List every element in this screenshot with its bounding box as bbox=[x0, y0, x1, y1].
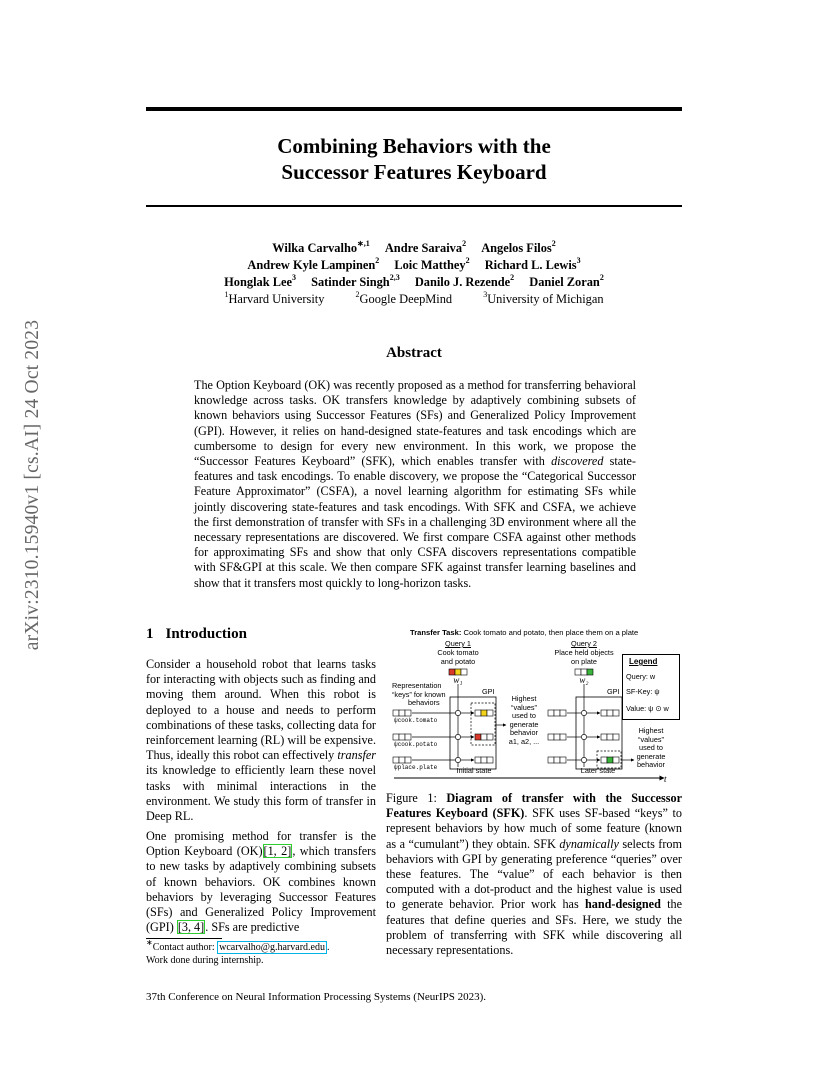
legend-query: Query: w bbox=[626, 672, 656, 681]
title-line-2: Successor Features Keyboard bbox=[281, 160, 547, 184]
email-link[interactable]: wcarvalho@g.harvard.edu bbox=[219, 942, 325, 953]
legend-title: Legend bbox=[629, 657, 658, 666]
representation-keys-label: Representation “keys” for known behaviors bbox=[392, 681, 446, 707]
author-name: Danilo J. Rezende$^2$ bbox=[414, 272, 515, 289]
title-top-rule bbox=[146, 107, 682, 111]
affiliation: $^2$Google DeepMind bbox=[355, 289, 453, 306]
affiliation: $^3$University of Michigan bbox=[483, 289, 604, 306]
query-1-symbol: w₁ bbox=[453, 675, 463, 685]
author-line-3 bbox=[146, 274, 682, 291]
arxiv-id: arXiv:2310.15940v1 [cs.AI] 24 Oct 2023 bbox=[22, 319, 43, 651]
gpi-label-left: GPI bbox=[482, 687, 495, 696]
figure-task-line: Transfer Task: Cook tomato and potato, then place them on a plate bbox=[410, 628, 639, 637]
author-name: Andrew Kyle Lampinen$^2$ bbox=[247, 255, 380, 272]
psi-cook-tomato-label: ψcook.tomato bbox=[394, 717, 438, 724]
query-2-description: Place held objects on plate bbox=[554, 648, 614, 666]
author-name: Angelos Filos$^2$ bbox=[481, 238, 556, 255]
author-name: Daniel Zoran$^2$ bbox=[529, 272, 604, 289]
affiliation-line bbox=[146, 291, 682, 308]
author-line-1 bbox=[146, 240, 682, 257]
highest-values-label-right: Highest “values” used to generate behavior bbox=[636, 726, 666, 769]
citation-link[interactable]: [3, 4] bbox=[177, 920, 205, 935]
footnote-rule bbox=[146, 938, 222, 939]
later-state-label: Later state bbox=[580, 766, 616, 775]
figure-1-diagram bbox=[388, 624, 682, 788]
conference-footer: 37th Conference on Neural Information Processing Systems (NeurIPS 2023). bbox=[146, 991, 487, 1003]
query-2-symbol: w₂ bbox=[579, 675, 589, 685]
right-dot-product-lines bbox=[567, 710, 600, 762]
author-name: Richard L. Lewis$^3$ bbox=[484, 255, 581, 272]
psi-place-plate-label: ψplace.plate bbox=[394, 764, 438, 771]
gpi-label-right: GPI bbox=[607, 687, 620, 696]
affiliation: $^1$Harvard University bbox=[224, 289, 325, 306]
author-block bbox=[146, 240, 682, 308]
intro-paragraph-2: One promising method for transfer is the Option Keyboard (OK)[1, 2], which transfers to new tasks by adaptively combining subsets of known behaviors. OK combines known behaviors by leveraging Successor Features (SFs) and Generalized Policy Improvement (GPI) [3, 4]. SFs are predictive bbox=[146, 829, 376, 935]
author-name: Andre Saraiva$^2$ bbox=[384, 238, 467, 255]
right-sf-keys bbox=[548, 710, 566, 763]
author-line-2 bbox=[146, 257, 682, 274]
author-name: Honglak Lee$^3$ bbox=[224, 272, 296, 289]
figure-1-caption: Figure 1: Diagram of transfer with the Successor Features Keyboard (SFK). SFK uses SF-based “keys” to represent behaviors by how much of some feature (known as a “cumulant”) they obtain. SFK dynamically selects from behaviors with GPI by generating preference “queries” over these features. The “value” of each behavior is then computed with a dot-product and the highest value is used to generate behavior. Prior work has hand-designed the features that define queries and SFs. Here, we study the problem of transferring with SFK while discovering all necessary representations. bbox=[386, 791, 683, 958]
title-line-1: Combining Behaviors with the bbox=[277, 134, 551, 158]
highest-values-label-middle: Highest “values” used to generate behavior a1, a2, ... bbox=[508, 694, 540, 746]
initial-state-label: Initial state bbox=[456, 766, 492, 775]
author-name: Wilka Carvalho$^{∗,1}$ bbox=[272, 238, 370, 255]
legend-sf-key: SF-Key: ψ bbox=[626, 687, 660, 696]
legend-value: Value: ψ ⊙ w bbox=[626, 704, 669, 713]
psi-cook-potato-label: ψcook.potato bbox=[394, 741, 438, 748]
figure-legend bbox=[622, 654, 680, 720]
query-2-label: Query 2 bbox=[571, 639, 597, 648]
intro-paragraph-1: Consider a household robot that learns tasks for interacting with objects such as finding and moving them around. When this robot is deployed to a house and needs to perform combinations of these tasks, collecting data for reinforcement learning (RL) will be expensive. Thus, ideally this robot can effectively transfer its knowledge to efficiently learn these novel tasks with minimal interactions in the environment. We study this form of transfer in Deep RL. bbox=[146, 657, 376, 824]
section-heading-introduction: 1 Introduction bbox=[146, 626, 247, 642]
footnote: ∗Contact author: wcarvalho@g.harvard.edu . Work done during internship. bbox=[146, 937, 330, 966]
time-axis-label: t bbox=[664, 774, 667, 784]
right-values bbox=[601, 710, 619, 763]
title-bottom-rule bbox=[146, 205, 682, 207]
paper-title bbox=[146, 133, 682, 185]
author-name: Loic Matthey$^2$ bbox=[394, 255, 470, 272]
abstract-text: The Option Keyboard (OK) was recently proposed as a method for transferring behavioral knowledge across tasks. OK transfers knowledge by adaptively combining subsets of known behaviors using Successor Features (SFs) and Generalized Policy Improvement (GPI). However, it relies on hand-designed state-features and task encodings which are cumbersome to design for every new environment. In this work, we propose the “Successor Features Keyboard” (SFK), which enables transfer with discovered state-features and task encodings. To enable discovery, we propose the “Categorical Successor Feature Approximator” (CSFA), a novel learning algorithm for estimating SFs while jointly discovering state-features and task encodings. With SFK and CSFA, we achieve the first demonstration of transfer with SFs in a challenging 3D environment where all the necessary representations are discovered. We first compare CSFA against other methods for approximating SFs and show that only CSFA discovers representations compatible with SF&GPI at this scale. We then compare SFK against transfer learning baselines and show that it transfers most quickly to long-horizon tasks. bbox=[194, 378, 636, 590]
citation-link[interactable]: [1, 2] bbox=[263, 844, 292, 859]
arxiv-sidebar-stamp bbox=[23, 298, 43, 672]
query-1-description: Cook tomato and potato bbox=[437, 648, 479, 666]
abstract-heading: Abstract bbox=[386, 345, 442, 361]
author-name: Satinder Singh$^{2,3}$ bbox=[311, 272, 400, 289]
query-1-label: Query 1 bbox=[445, 639, 471, 648]
left-values bbox=[475, 710, 493, 763]
